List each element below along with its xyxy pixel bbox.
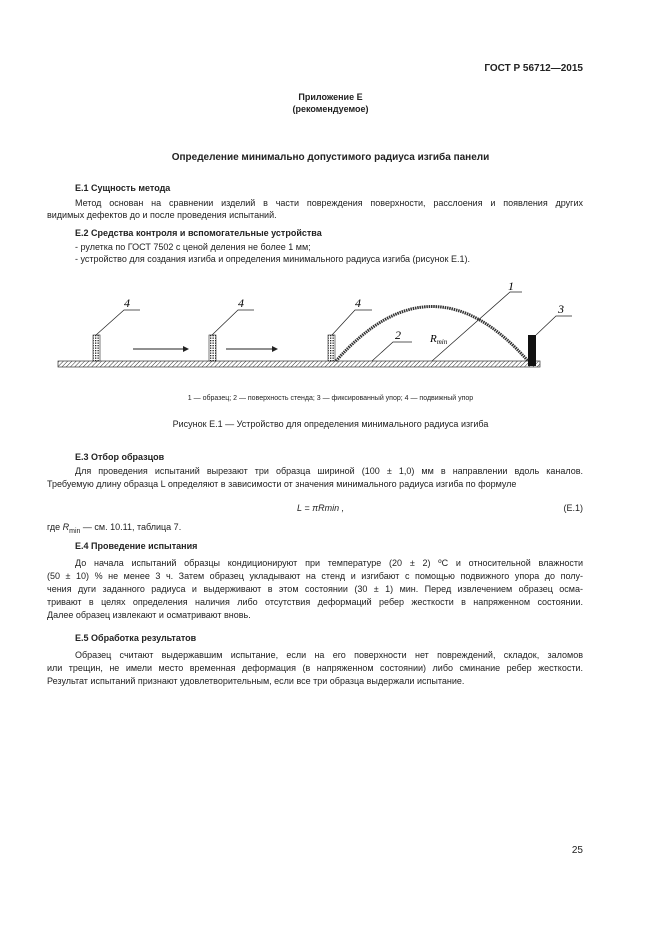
arrow-icon	[133, 346, 189, 352]
figure-caption: Рисунок Е.1 — Устройство для определения минимального радиуса изгиба	[172, 419, 489, 429]
section-heading-e2: Е.2 Средства контроля и вспомогательные устройства	[75, 228, 322, 238]
paragraph-line: тривают в целях определения наличия либо отсутствия деформаций ребер жесткости в напряженном состоянии.	[47, 597, 583, 607]
section-heading-e1: Е.1 Сущность метода	[75, 183, 171, 193]
label-4: 4	[238, 296, 244, 310]
document-title: Определение минимально допустимого радиуса изгиба панели	[171, 152, 490, 163]
label-3: 3	[558, 302, 564, 316]
label-1: 1	[508, 280, 514, 293]
list-item: - рулетка по ГОСТ 7502 с ценой деления не более 1 мм;	[75, 242, 311, 252]
appendix-title: Приложение Е	[298, 92, 363, 102]
label-4: 4	[355, 296, 361, 310]
section-heading-e3: Е.3 Отбор образцов	[75, 452, 165, 462]
paragraph-line: Далее образец извлекают и осматривают вновь.	[47, 610, 251, 620]
arrow-icon	[226, 346, 278, 352]
list-item: - устройство для создания изгиба и определения минимального радиуса изгиба (рисунок Е.1).	[75, 254, 471, 264]
where-clause: где $R_{min}$ — см. 10.11, таблица 7.	[47, 522, 182, 535]
standard-header: ГОСТ Р 56712—2015	[484, 63, 583, 74]
paragraph-line: Для проведения испытаний вырезают три образца шириной (100 ± 1,0) мм в направлении вдоль каналов.	[75, 466, 583, 476]
fixed-stop	[528, 335, 536, 366]
paragraph-line: или трещин, не имели место временная деформация (в напряженном состоянии) либо сминание ребер жесткости.	[47, 663, 583, 673]
movable-stop	[328, 335, 335, 361]
figure-legend: 1 — образец; 2 — поверхность стенда; 3 — фиксированный упор; 4 — подвижный упор	[187, 395, 474, 402]
label-2: 2	[395, 328, 401, 342]
page-number: 25	[571, 845, 583, 856]
paragraph-line: видимых дефектов до и после проведения испытаний.	[47, 210, 277, 220]
paragraph-line: Требуемую длину образца L определяют в зависимости от значения минимального радиуса изгиба по формуле	[47, 479, 517, 489]
label-4: 4	[124, 296, 130, 310]
label-rmin: Rmin	[430, 333, 448, 346]
paragraph-line: (50 ± 10) % не менее 3 ч. Затем образец укладывают на стенд и изгибают с помощью подвижного упора до полу-	[47, 571, 583, 581]
figure-bending-device	[0, 280, 661, 380]
section-heading-e4: Е.4 Проведение испытания	[75, 541, 198, 551]
stand-surface	[58, 361, 540, 367]
formula: L = πRmin ,	[297, 503, 345, 513]
movable-stop	[93, 335, 100, 361]
section-heading-e5: Е.5 Обработка результатов	[75, 633, 197, 643]
paragraph-line: Результат испытаний признают удовлетворительным, если все три образца выдержали испытание.	[47, 676, 465, 686]
appendix-status: (рекомендуемое)	[292, 104, 369, 114]
paragraph-line: Образец считают выдержавшим испытание, если на его поверхности нет повреждений, складок, заломов	[75, 650, 583, 660]
movable-stop	[209, 335, 216, 361]
paragraph-line: Метод основан на сравнении изделий в части повреждения поверхности, расслоения и появления других	[75, 198, 583, 208]
formula-number: (Е.1)	[563, 503, 583, 513]
paragraph-line: До начала испытаний образцы кондиционируют при температуре (20 ± 2) ºС и относительной влажности	[75, 558, 583, 568]
paragraph-line: чения дуги заданного радиуса и выдерживают в этом состоянии (30 ± 1) мин. Перед извлечением образец осма-	[47, 584, 583, 594]
